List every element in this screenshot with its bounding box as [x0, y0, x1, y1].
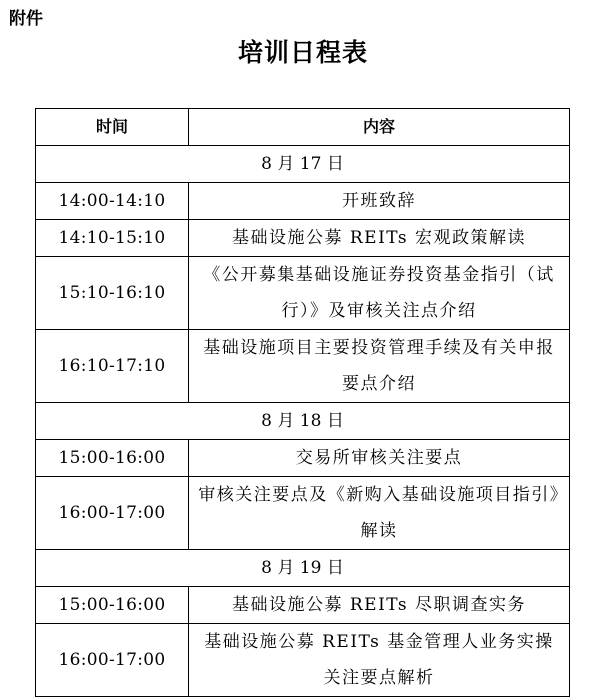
content-cell: 交易所审核关注要点 [189, 440, 570, 477]
table-row [36, 183, 570, 220]
date-row [36, 403, 570, 440]
header-content: 内容 [189, 109, 570, 146]
page-title: 培训日程表 [237, 38, 368, 67]
date-row [36, 146, 570, 183]
table-row [36, 477, 570, 550]
table-row [36, 220, 570, 257]
header-time: 时间 [36, 109, 189, 146]
time-cell: 16:00-17:00 [36, 477, 189, 550]
content-cell: 基础设施公募 REITs 尽职调查实务 [189, 587, 570, 624]
table-row [36, 257, 570, 330]
date-cell: 8 月 17 日 [36, 146, 570, 183]
schedule-table [35, 108, 570, 697]
content-cell: 《公开募集基础设施证券投资基金指引（试行）》及审核关注点介绍 [189, 257, 570, 330]
attachment-label: 附件 [9, 9, 43, 29]
time-cell: 15:10-16:10 [36, 257, 189, 330]
time-cell: 15:00-16:00 [36, 440, 189, 477]
table-row [36, 587, 570, 624]
date-row [36, 550, 570, 587]
content-cell: 基础设施公募 REITs 基金管理人业务实操关注要点解析 [189, 624, 570, 697]
time-cell: 16:10-17:10 [36, 330, 189, 403]
content-cell: 审核关注要点及《新购入基础设施项目指引》解读 [189, 477, 570, 550]
time-cell: 14:10-15:10 [36, 220, 189, 257]
table-row [36, 330, 570, 403]
time-cell: 16:00-17:00 [36, 624, 189, 697]
table-header-row [36, 109, 570, 146]
content-cell: 开班致辞 [189, 183, 570, 220]
date-cell: 8 月 19 日 [36, 550, 570, 587]
date-cell: 8 月 18 日 [36, 403, 570, 440]
table-row [36, 624, 570, 697]
time-cell: 15:00-16:00 [36, 587, 189, 624]
table-row [36, 440, 570, 477]
content-cell: 基础设施项目主要投资管理手续及有关申报要点介绍 [189, 330, 570, 403]
time-cell: 14:00-14:10 [36, 183, 189, 220]
content-cell: 基础设施公募 REITs 宏观政策解读 [189, 220, 570, 257]
